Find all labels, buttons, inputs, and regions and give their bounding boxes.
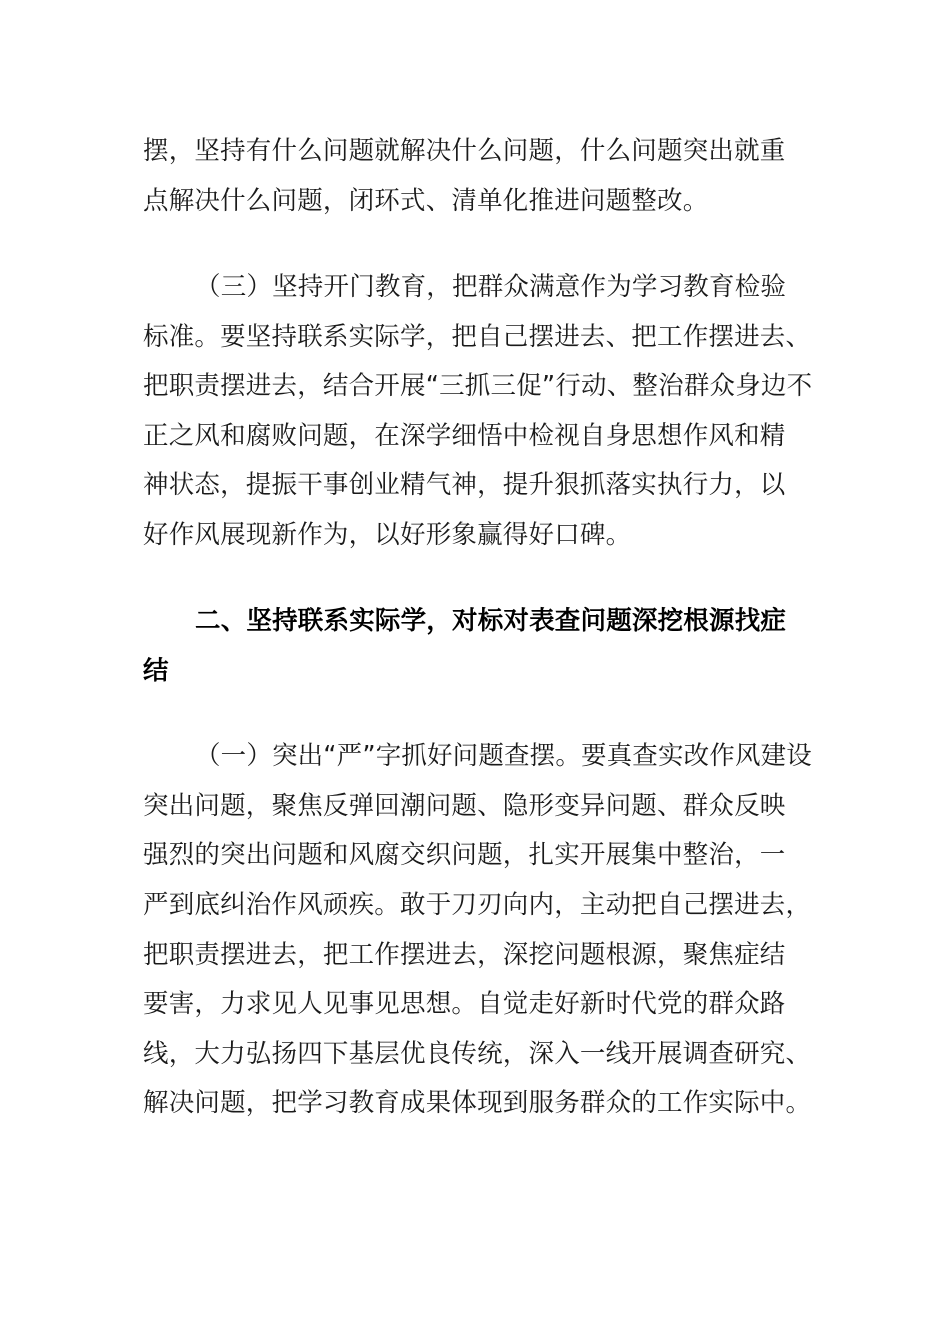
paragraph-2-line-3: 把职责摆进去，结合开展“三抓三促”行动、整治群众身边不: [143, 371, 813, 401]
paragraph-1-line-1: 摆，坚持有什么问题就解决什么问题，什么问题突出就重: [143, 136, 786, 166]
paragraph-3-line-7: 线，大力弘扬四下基层优良传统，深入一线开展调查研究、: [143, 1039, 812, 1069]
section-heading-line-1: 二、坚持联系实际学，对标对表查问题深挖根源找症: [195, 606, 787, 636]
paragraph-2-line-2: 标准。要坚持联系实际学，把自己摆进去、把工作摆进去、: [143, 322, 812, 352]
paragraph-1-line-2: 点解决什么问题，闭环式、清单化推进问题整改。: [143, 186, 709, 216]
paragraph-2-line-4: 正之风和腐败问题，在深学细悟中检视自身思想作风和精: [143, 421, 786, 451]
paragraph-2-line-5: 神状态，提振干事创业精气神，提升狠抓落实执行力，以: [143, 470, 786, 500]
section-heading-line-2: 结: [143, 656, 169, 686]
paragraph-3-line-4: 严到底纠治作风顽疾。敢于刀刃向内，主动把自己摆进去，: [143, 890, 812, 920]
paragraph-3-line-5: 把职责摆进去，把工作摆进去，深挖问题根源，聚焦症结: [143, 940, 786, 970]
paragraph-2-line-1: （三）坚持开门教育，把群众满意作为学习教育检验: [195, 272, 787, 302]
paragraph-3-line-8: 解决问题，把学习教育成果体现到服务群众的工作实际中。: [143, 1088, 812, 1118]
paragraph-3-line-1: （一）突出“严”字抓好问题查摆。要真查实改作风建设: [195, 741, 812, 771]
paragraph-3-line-2: 突出问题，聚焦反弹回潮问题、隐形变异问题、群众反映: [143, 791, 786, 821]
paragraph-3-line-6: 要害，力求见人见事见思想。自觉走好新时代党的群众路: [143, 989, 786, 1019]
paragraph-3-line-3: 强烈的突出问题和风腐交织问题，扎实开展集中整治，一: [143, 840, 786, 870]
paragraph-2-line-6: 好作风展现新作为，以好形象赢得好口碑。: [143, 520, 632, 550]
